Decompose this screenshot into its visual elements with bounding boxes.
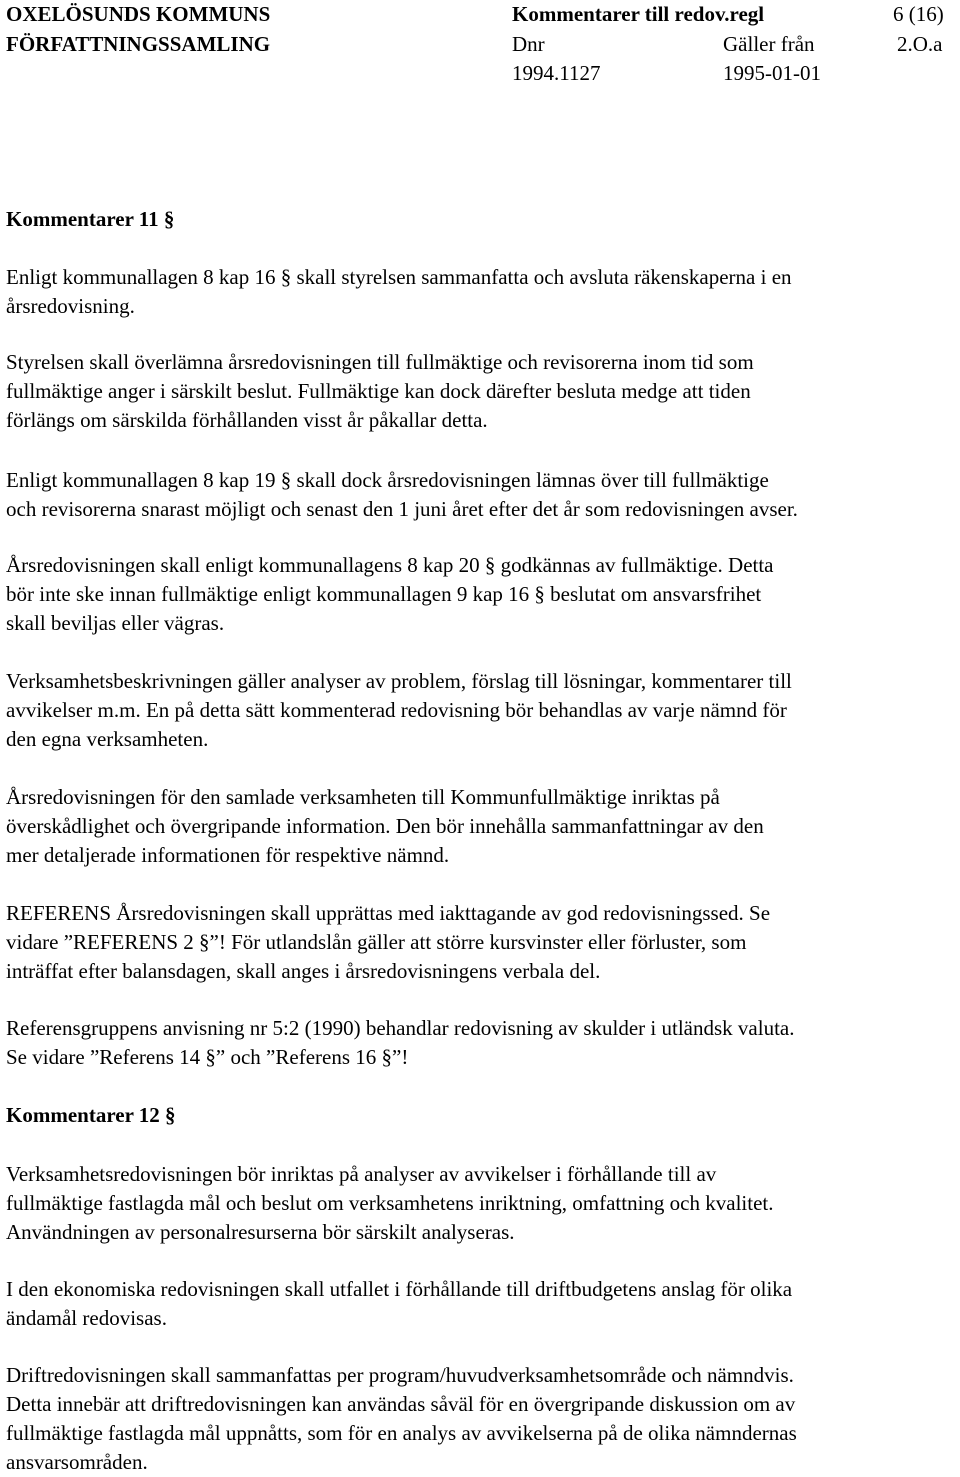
text-line: Verksamhetsredovisningen bör inriktas på analyser av avvikelser i förhållande till av bbox=[6, 1162, 717, 1186]
section-heading: Kommentarer 11 § bbox=[6, 207, 175, 231]
text-line: Se vidare ”Referens 14 §” och ”Referens 16 §”! bbox=[6, 1045, 409, 1069]
paragraph bbox=[6, 1014, 954, 1072]
text-line: Detta innebär att driftredovisningen kan användas såväl för en övergripande diskussion om av bbox=[6, 1392, 796, 1416]
text-line: bör inte ske innan fullmäktige enligt kommunallagen 9 kap 16 § beslutat om ansvarsfrihet bbox=[6, 582, 762, 606]
text-line: Referensgruppens anvisning nr 5:2 (1990) behandlar redovisning av skulder i utländsk valuta. bbox=[6, 1016, 795, 1040]
paragraph bbox=[6, 551, 954, 638]
text-line: Styrelsen skall överlämna årsredovisningen till fullmäktige och revisorerna inom tid som bbox=[6, 350, 754, 374]
org-name-line1: OXELÖSUNDS KOMMUNS bbox=[6, 2, 271, 26]
text-line: ändamål redovisas. bbox=[6, 1306, 167, 1330]
section-heading: Kommentarer 12 § bbox=[6, 1103, 176, 1127]
text-line: inträffat efter balansdagen, skall anges i årsredovisningens verbala del. bbox=[6, 959, 601, 983]
text-line: överskådlighet och övergripande information. Den bör innehålla sammanfattningar av den bbox=[6, 814, 764, 838]
text-line: skall beviljas eller vägras. bbox=[6, 611, 225, 635]
paragraph bbox=[6, 348, 954, 435]
valid-from-label: Gäller från bbox=[723, 32, 815, 56]
text-line: årsredovisning. bbox=[6, 294, 135, 318]
paragraph bbox=[6, 466, 954, 524]
text-line: förlängs om särskilda förhållanden visst år påkallar detta. bbox=[6, 408, 488, 432]
text-line: Användningen av personalresurserna bör särskilt analyseras. bbox=[6, 1220, 515, 1244]
paragraph bbox=[6, 263, 954, 321]
text-line: vidare ”REFERENS 2 §”! För utlandslån gäller att större kursvinster eller förluster, som bbox=[6, 930, 747, 954]
dnr-label: Dnr bbox=[512, 32, 545, 56]
text-line: REFERENS Årsredovisningen skall upprättas med iakttagande av god redovisningssed. Se bbox=[6, 901, 771, 925]
text-line: och revisorerna snarast möjligt och senast den 1 juni året efter det år som redovisningen avser. bbox=[6, 497, 798, 521]
text-line: Årsredovisningen för den samlade verksamheten till Kommunfullmäktige inriktas på bbox=[6, 785, 720, 809]
text-line: Verksamhetsbeskrivningen gäller analyser av problem, förslag till lösningar, kommentarer till bbox=[6, 669, 792, 693]
text-line: fullmäktige fastlagda mål uppnåtts, som för en analys av avvikelserna på de olika nämndernas bbox=[6, 1421, 797, 1445]
text-line: avvikelser m.m. En på detta sätt kommenterad redovisning bör behandlas av varje nämnd för bbox=[6, 698, 787, 722]
text-line: Årsredovisningen skall enligt kommunallagens 8 kap 20 § godkännas av fullmäktige. Detta bbox=[6, 553, 774, 577]
paragraph bbox=[6, 667, 954, 754]
paragraph bbox=[6, 1361, 954, 1477]
text-line: fullmäktige fastlagda mål och beslut om verksamhetens inriktning, omfattning och kvalitet. bbox=[6, 1191, 774, 1215]
paragraph bbox=[6, 1160, 954, 1247]
document-title: Kommentarer till redov.regl bbox=[512, 2, 765, 26]
text-line: Enligt kommunallagen 8 kap 16 § skall styrelsen sammanfatta och avsluta räkenskaperna i en bbox=[6, 265, 792, 289]
text-line: Enligt kommunallagen 8 kap 19 § skall dock årsredovisningen lämnas över till fullmäktige bbox=[6, 468, 769, 492]
paragraph bbox=[6, 899, 954, 986]
section-code: 2.O.a bbox=[897, 32, 943, 56]
text-line: I den ekonomiska redovisningen skall utfallet i förhållande till driftbudgetens anslag för olika bbox=[6, 1277, 793, 1301]
text-line: fullmäktige anger i särskilt beslut. Fullmäktige kan dock därefter besluta medge att tiden bbox=[6, 379, 751, 403]
paragraph bbox=[6, 1275, 954, 1333]
valid-from-value: 1995-01-01 bbox=[723, 61, 821, 85]
text-line: den egna verksamheten. bbox=[6, 727, 209, 751]
text-line: ansvarsområden. bbox=[6, 1450, 148, 1474]
dnr-value: 1994.1127 bbox=[512, 61, 601, 85]
page-number: 6 (16) bbox=[893, 2, 944, 26]
org-name-line2: FÖRFATTNINGSSAMLING bbox=[6, 32, 271, 56]
text-line: Driftredovisningen skall sammanfattas per program/huvudverksamhetsområde och nämndvis. bbox=[6, 1363, 794, 1387]
paragraph bbox=[6, 783, 954, 870]
text-line: mer detaljerade informationen för respektive nämnd. bbox=[6, 843, 450, 867]
